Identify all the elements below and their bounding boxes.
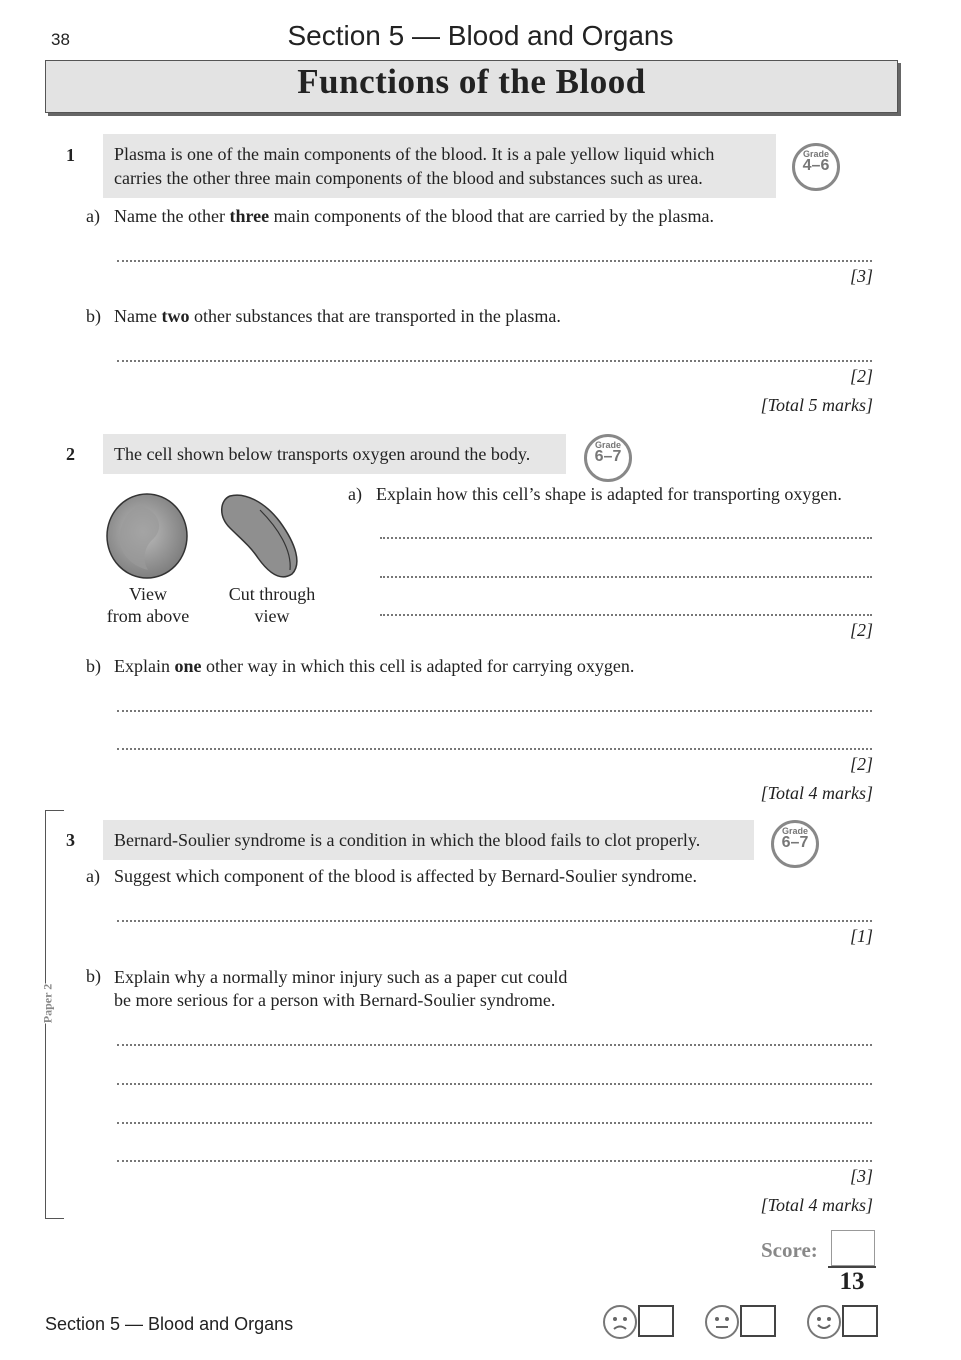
text: other substances that are transported in the plasma. [189, 306, 561, 326]
emphasis: one [174, 656, 202, 676]
stem-line: carries the other three main components of the blood and substances such as urea. [114, 168, 703, 188]
total-marks: [Total 4 marks] [760, 783, 873, 803]
grade-range: 4–6 [802, 157, 830, 174]
part-letter: a) [86, 866, 100, 886]
question-part-b [114, 306, 561, 327]
answer-line[interactable] [117, 1044, 872, 1046]
emphasis: three [229, 206, 270, 226]
marks-label: [2] [849, 620, 873, 640]
answer-line[interactable] [380, 576, 872, 578]
score-total: 13 [839, 1268, 865, 1295]
self-assess-checkbox[interactable] [638, 1305, 674, 1337]
answer-line[interactable] [117, 1160, 872, 1162]
text: Name [114, 306, 162, 326]
page-number: 38 [51, 30, 70, 49]
part-letter: b) [86, 966, 101, 986]
question-part-a: Explain how this cell’s shape is adapted for transporting oxygen. [376, 484, 842, 504]
marks-label: [1] [849, 926, 873, 946]
total-marks: [Total 4 marks] [760, 1195, 873, 1215]
marks-label: [2] [849, 754, 873, 774]
question-number: 1 [66, 145, 75, 165]
part-letter: b) [86, 656, 101, 676]
text: Name the other [114, 206, 230, 226]
caption-line: from above [106, 606, 190, 626]
text: other way in which this cell is adapted for carrying oxygen. [201, 656, 635, 676]
self-assess-checkbox[interactable] [842, 1305, 878, 1337]
question-part-b [114, 966, 567, 1012]
section-title: Section 5 — Blood and Organs [287, 20, 674, 51]
question-number: 2 [66, 444, 75, 464]
part-letter: a) [348, 484, 362, 504]
paper-label: Paper 2 [40, 983, 55, 1024]
grade-badge-icon [771, 820, 819, 868]
question-stem: Bernard-Soulier syndrome is a condition in which the blood fails to clot properly. [103, 820, 754, 860]
grade-label: Grade [781, 826, 808, 836]
answer-line[interactable] [117, 360, 872, 362]
answer-line[interactable] [117, 260, 872, 262]
answer-line[interactable] [117, 1122, 872, 1124]
text-line: Explain why a normally minor injury such as a paper cut could [114, 967, 568, 987]
grade-label: Grade [802, 149, 829, 159]
frown-face-icon [603, 1305, 637, 1339]
part-letter: b) [86, 306, 101, 326]
question-number: 3 [66, 830, 75, 850]
grade-range: 6–7 [781, 834, 809, 851]
question-part-a [114, 206, 714, 227]
smile-face-icon [807, 1305, 841, 1339]
answer-line[interactable] [117, 748, 872, 750]
caption-line: Cut through [228, 584, 316, 604]
total-marks: [Total 5 marks] [760, 395, 873, 415]
footer-section: Section 5 — Blood and Organs [45, 1314, 294, 1334]
caption-line: View [129, 584, 167, 604]
text: Explain [114, 656, 175, 676]
answer-line[interactable] [117, 710, 872, 712]
question-part-a: Suggest which component of the blood is affected by Bernard-Soulier syndrome. [114, 866, 698, 886]
marks-label: [3] [849, 1166, 873, 1186]
grade-badge-icon [792, 143, 840, 191]
answer-line[interactable] [117, 920, 872, 922]
grade-range: 6–7 [594, 448, 622, 465]
cell-cut-view-icon [222, 495, 297, 577]
caption-view-from-above [98, 583, 198, 627]
self-assess-checkbox[interactable] [740, 1305, 776, 1337]
part-letter: a) [86, 206, 100, 226]
score-label: Score: [761, 1238, 818, 1262]
question-part-b [114, 656, 634, 677]
text: main components of the blood that are carried by the plasma. [269, 206, 714, 226]
answer-line[interactable] [380, 537, 872, 539]
grade-badge-icon [584, 434, 632, 482]
marks-label: [2] [849, 366, 873, 386]
neutral-face-icon [705, 1305, 739, 1339]
question-stem [103, 134, 776, 198]
score-input-box[interactable] [831, 1230, 875, 1266]
red-blood-cell-diagram [100, 488, 330, 583]
grade-label: Grade [594, 440, 621, 450]
caption-line: view [254, 606, 290, 626]
caption-cut-through-view [217, 583, 327, 627]
text-line: be more serious for a person with Bernard-Soulier syndrome. [114, 990, 556, 1010]
emphasis: two [161, 306, 190, 326]
marks-label: [3] [849, 266, 873, 286]
page-title: Functions of the Blood [297, 62, 646, 101]
answer-line[interactable] [380, 614, 872, 616]
answer-line[interactable] [117, 1083, 872, 1085]
stem-line: Plasma is one of the main components of the blood. It is a pale yellow liquid which [114, 144, 715, 164]
question-stem: The cell shown below transports oxygen around the body. [103, 434, 566, 474]
